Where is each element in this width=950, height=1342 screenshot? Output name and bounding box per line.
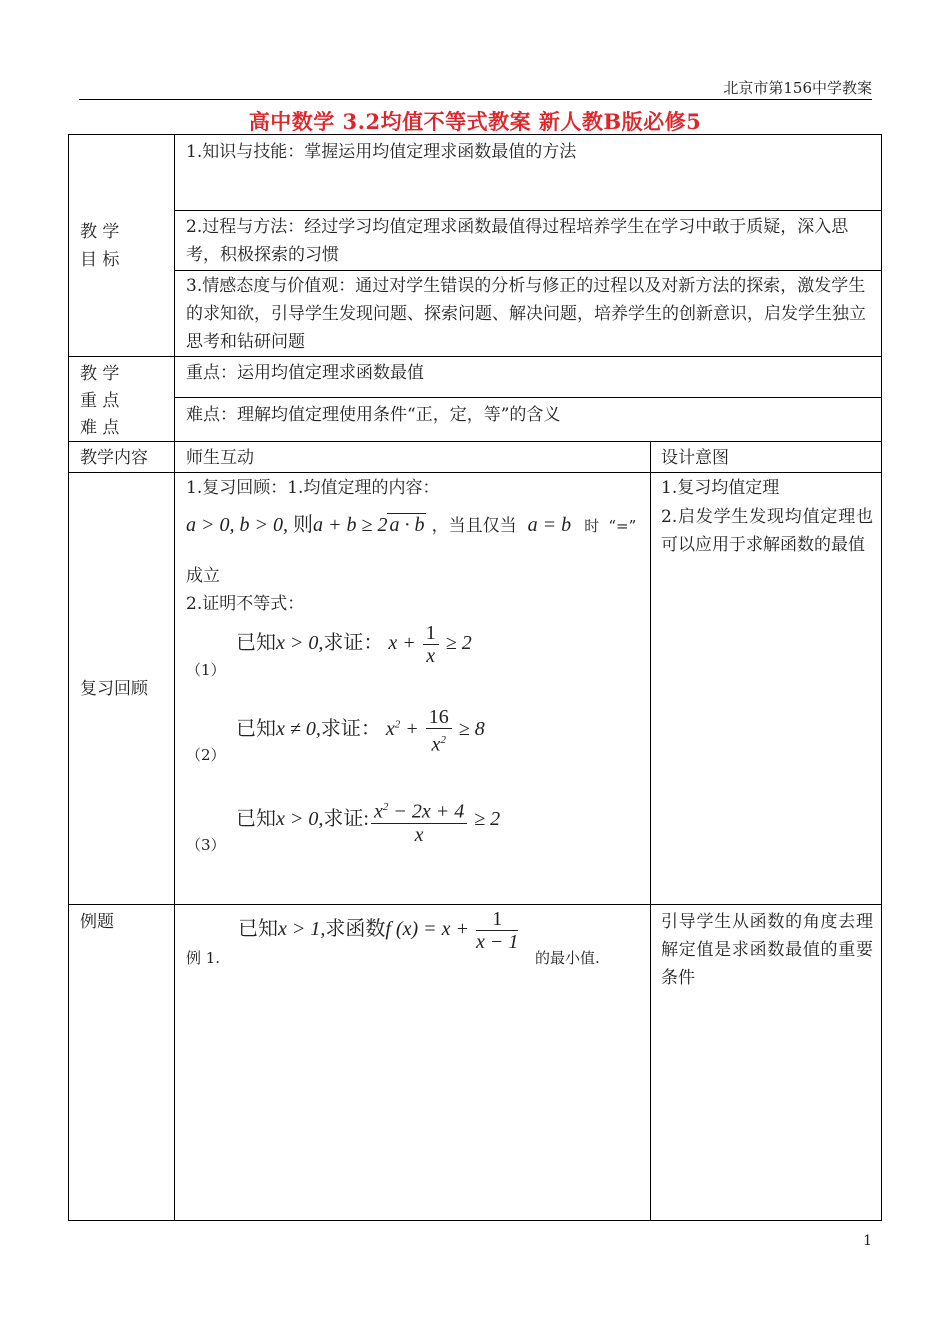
col-header-content: 教学内容 <box>80 448 148 468</box>
problem-1-number: （1） <box>186 661 226 679</box>
theorem-tail: ，当且仅当 <box>431 516 517 536</box>
goals-label-2: 目 标 <box>80 250 120 270</box>
theorem-formula: a > 0, b > 0, 则a + b ≥ 2 a · b <box>186 514 425 536</box>
equal-condition: a = b <box>527 514 572 536</box>
keypoints-label-3: 难 点 <box>80 418 120 438</box>
holds-text: 成立 <box>186 566 220 586</box>
document-title: 高中数学 3.2均值不等式教案 新人教B版必修5 <box>248 109 702 134</box>
example-intent: 引导学生从函数的角度去理解定值是求函数最值的重要条件 <box>661 912 873 988</box>
keypoints-label-2: 重 点 <box>80 391 120 411</box>
example-prefix: 例 1. <box>186 949 221 967</box>
problem-2-number: （2） <box>186 746 226 764</box>
keypoints-label-1: 教 学 <box>80 364 120 384</box>
equal-sign-text: “=” <box>608 517 637 535</box>
problem-3-number: （3） <box>186 836 226 854</box>
goal-knowledge: 1.知识与技能：掌握运用均值定理求函数最值的方法 <box>186 142 577 162</box>
example-label: 例题 <box>80 912 114 932</box>
goals-label-1: 教 学 <box>80 222 120 242</box>
when-text: 时 <box>584 517 600 535</box>
goal-emotion: 3.情感态度与价值观：通过对学生错误的分析与修正的过程以及对新方法的探索，激发学生的求知欲，引导学生发现问题、探索问题、解决问题，培养学生的创新意识，启发学生独立思考和钻研问题 <box>186 276 866 352</box>
goal-process: 2.过程与方法：经过学习均值定理求函数最值得过程培养学生在学习中敢于质疑，深入思考，积极探索的习惯 <box>186 217 849 265</box>
col-header-interaction: 师生互动 <box>186 448 254 468</box>
problem-3-formula: 已知x > 0,求证: $\frac{x^2 - 2x + 4}{x}$ ≥ 2 <box>236 796 500 846</box>
review-intent-2: 2.启发学生发现均值定理也可以应用于求解函数的最值 <box>661 507 873 555</box>
header-school: 北京市第156中学教案 <box>723 79 872 97</box>
problem-1-formula: 已知x > 0,求证： x + $\frac{1}{x}$ ≥ 2 <box>236 622 472 667</box>
example-formula: 已知x > 1,求函数f (x) = x + $\frac{1}{x - 1}$ <box>238 908 519 953</box>
header-rule <box>79 99 872 100</box>
page-number: 1 <box>863 1233 872 1249</box>
example-suffix: 的最小值. <box>535 949 600 967</box>
col-header-intent: 设计意图 <box>661 448 729 468</box>
review-line2: 2.证明不等式： <box>186 594 305 614</box>
review-label: 复习回顾 <box>80 679 148 699</box>
problem-2-formula: 已知x ≠ 0,求证： $x^2$ + $\frac{16}{x^2}$ ≥ 8 <box>236 706 485 756</box>
review-intent-1: 1.复习均值定理 <box>661 478 780 498</box>
difficulty-point: 难点：理解均值定理使用条件“正，定，等”的含义 <box>186 405 561 425</box>
key-point: 重点：运用均值定理求函数最值 <box>186 363 424 383</box>
review-line1: 1.复习回顾：1.均值定理的内容： <box>186 478 440 498</box>
theorem-line <box>186 508 636 537</box>
